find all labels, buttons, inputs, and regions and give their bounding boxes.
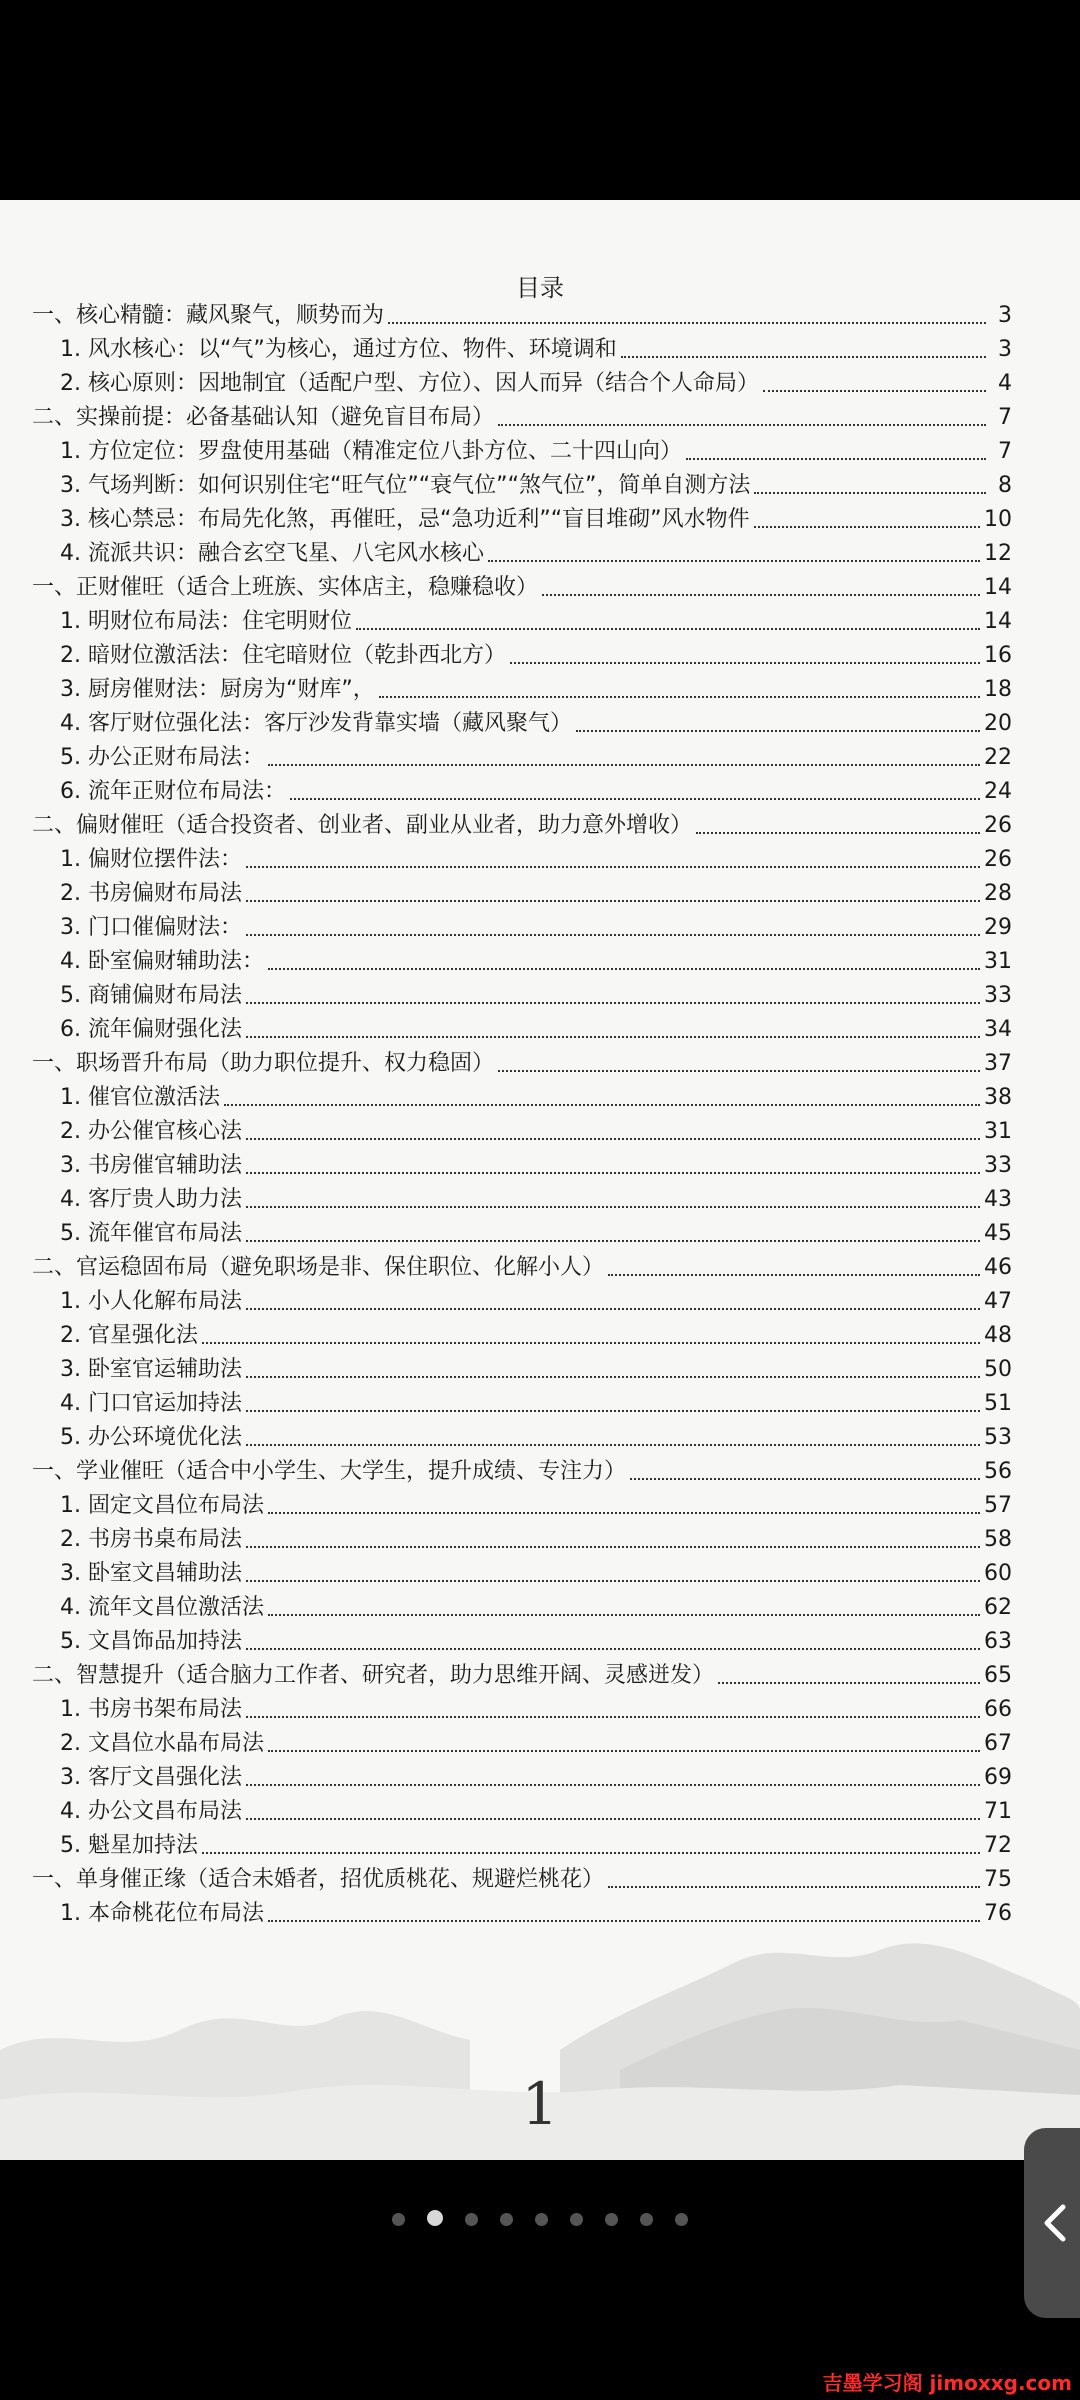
toc-entry-label: 5. 商铺偏财布局法 <box>60 983 242 1008</box>
toc-entry-label: 4. 门口官运加持法 <box>60 1391 242 1416</box>
toc-entry <box>32 840 1012 874</box>
toc-entry-label: 3. 气场判断：如何识别住宅“旺气位”“衰气位”“煞气位”，简单自测方法 <box>60 473 751 498</box>
dot-leader <box>754 526 980 528</box>
toc-entry-label: 1. 明财位布局法：住宅明财位 <box>60 609 352 634</box>
toc-entry <box>32 1792 1012 1826</box>
toc-entry <box>32 534 1012 568</box>
toc-entry-label: 3. 卧室文昌辅助法 <box>60 1561 242 1586</box>
toc-entry-page: 10 <box>984 507 1012 532</box>
toc-entry-page: 8 <box>998 473 1012 498</box>
toc-entry <box>32 568 1012 602</box>
toc-entry <box>32 806 1012 840</box>
toc-list <box>32 296 1012 1928</box>
dot-leader <box>379 696 980 698</box>
toc-entry-label: 4. 流派共识：融合玄空飞星、八宅风水核心 <box>60 541 484 566</box>
dot-leader <box>246 1172 980 1174</box>
toc-entry <box>32 1044 1012 1078</box>
toc-entry <box>32 330 1012 364</box>
toc-entry <box>32 1860 1012 1894</box>
toc-entry-page: 62 <box>984 1595 1012 1620</box>
toc-entry-label: 5. 办公正财布局法： <box>60 745 264 770</box>
toc-entry-label: 3. 客厅文昌强化法 <box>60 1765 242 1790</box>
toc-entry-page: 28 <box>984 881 1012 906</box>
toc-entry <box>32 1248 1012 1282</box>
toc-entry-page: 26 <box>984 847 1012 872</box>
dot-leader <box>246 1784 980 1786</box>
toc-entry-page: 76 <box>984 1901 1012 1926</box>
toc-entry-page: 65 <box>984 1663 1012 1688</box>
toc-entry <box>32 1384 1012 1418</box>
toc-entry <box>32 1010 1012 1044</box>
toc-entry-page: 7 <box>998 439 1012 464</box>
toc-entry-label: 3. 门口催偏财法： <box>60 915 242 940</box>
dot-leader <box>608 1274 980 1276</box>
toc-entry-label: 2. 文昌位水晶布局法 <box>60 1731 264 1756</box>
toc-entry-label: 6. 流年正财位布局法： <box>60 779 286 804</box>
toc-entry <box>32 942 1012 976</box>
toc-entry-label: 5. 文昌饰品加持法 <box>60 1629 242 1654</box>
toc-entry-page: 48 <box>984 1323 1012 1348</box>
toc-entry-page: 7 <box>998 405 1012 430</box>
toc-entry-label: 1. 催官位激活法 <box>60 1085 220 1110</box>
page-dot[interactable] <box>675 2213 688 2226</box>
dot-leader <box>246 1580 980 1582</box>
toc-entry-page: 50 <box>984 1357 1012 1382</box>
toc-entry <box>32 1180 1012 1214</box>
toc-entry-page: 33 <box>984 1153 1012 1178</box>
toc-entry-label: 一、正财催旺（适合上班族、实体店主，稳赚稳收） <box>32 575 539 600</box>
toc-entry <box>32 1452 1012 1486</box>
dot-leader <box>246 1036 980 1038</box>
toc-entry-page: 22 <box>984 745 1012 770</box>
toc-entry-page: 26 <box>984 813 1012 838</box>
page-dot[interactable] <box>640 2213 653 2226</box>
dot-leader <box>202 1852 980 1854</box>
toc-entry-page: 66 <box>984 1697 1012 1722</box>
toc-entry <box>32 432 1012 466</box>
toc-entry <box>32 466 1012 500</box>
toc-entry <box>32 1486 1012 1520</box>
dot-leader <box>246 1138 980 1140</box>
watermark-text: 吉墨学习阁 jimoxxg.com <box>822 2371 1072 2395</box>
toc-entry <box>32 1826 1012 1860</box>
dot-leader <box>246 1206 980 1208</box>
dot-leader <box>488 560 980 562</box>
toc-entry <box>32 1282 1012 1316</box>
dot-leader <box>686 458 986 460</box>
dot-leader <box>246 1240 980 1242</box>
dot-leader <box>246 1818 980 1820</box>
toc-entry-label: 1. 固定文昌位布局法 <box>60 1493 264 1518</box>
toc-entry <box>32 398 1012 432</box>
toc-entry-page: 51 <box>984 1391 1012 1416</box>
dot-leader <box>246 1546 980 1548</box>
toc-entry <box>32 602 1012 636</box>
dot-leader <box>246 1376 980 1378</box>
toc-entry-label: 5. 魁星加持法 <box>60 1833 198 1858</box>
toc-entry-page: 4 <box>998 371 1012 396</box>
toc-entry-label: 3. 核心禁忌：布局先化煞，再催旺，忌“急功近利”“盲目堆砌”风水物件 <box>60 507 750 532</box>
toc-entry-label: 一、核心精髓：藏风聚气，顺势而为 <box>32 303 385 328</box>
page-dot[interactable] <box>392 2213 405 2226</box>
toc-entry-page: 43 <box>984 1187 1012 1212</box>
dot-leader <box>388 322 986 324</box>
dot-leader <box>621 356 986 358</box>
toc-entry-label: 2. 暗财位激活法：住宅暗财位（乾卦西北方） <box>60 643 506 668</box>
toc-entry-label: 一、职场晋升布局（助力职位提升、权力稳固） <box>32 1051 495 1076</box>
toc-entry <box>32 1656 1012 1690</box>
dot-leader <box>246 1308 980 1310</box>
toc-entry <box>32 670 1012 704</box>
toc-entry-page: 58 <box>984 1527 1012 1552</box>
dot-leader <box>268 1614 980 1616</box>
toc-entry-page: 69 <box>984 1765 1012 1790</box>
toc-entry <box>32 1112 1012 1146</box>
dot-leader <box>510 662 980 664</box>
toc-entry <box>32 296 1012 330</box>
toc-entry-label: 4. 客厅财位强化法：客厅沙发背靠实墙（藏风聚气） <box>60 711 572 736</box>
dot-leader <box>608 1886 980 1888</box>
toc-entry-page: 12 <box>984 541 1012 566</box>
toc-entry-label: 2. 书房书桌布局法 <box>60 1527 242 1552</box>
toc-entry-page: 47 <box>984 1289 1012 1314</box>
toc-entry-label: 5. 办公环境优化法 <box>60 1425 242 1450</box>
toc-entry-label: 1. 风水核心：以“气”为核心，通过方位、物件、环境调和 <box>60 337 617 362</box>
toc-entry <box>32 1316 1012 1350</box>
dot-leader <box>202 1342 980 1344</box>
toc-entry-label: 2. 办公催官核心法 <box>60 1119 242 1144</box>
toc-entry <box>32 364 1012 398</box>
dot-leader <box>754 492 986 494</box>
toc-entry-page: 57 <box>984 1493 1012 1518</box>
toc-entry-page: 34 <box>984 1017 1012 1042</box>
toc-entry-page: 75 <box>984 1867 1012 1892</box>
toc-entry-label: 4. 办公文昌布局法 <box>60 1799 242 1824</box>
dot-leader <box>268 1750 980 1752</box>
toc-entry-label: 2. 核心原则：因地制宜（适配户型、方位）、因人而异（结合个人命局） <box>60 371 759 396</box>
toc-entry-label: 2. 官星强化法 <box>60 1323 198 1348</box>
dot-leader <box>246 1002 980 1004</box>
toc-entry-page: 67 <box>984 1731 1012 1756</box>
dot-leader <box>696 832 980 834</box>
toc-entry-label: 一、单身催正缘（适合未婚者，招优质桃花、规避烂桃花） <box>32 1867 605 1892</box>
page-number: 1 <box>521 2070 559 2138</box>
toc-entry <box>32 1690 1012 1724</box>
dot-leader <box>630 1478 980 1480</box>
toc-entry-page: 72 <box>984 1833 1012 1858</box>
toc-entry-page: 31 <box>984 949 1012 974</box>
dot-leader <box>268 1512 980 1514</box>
toc-entry <box>32 1418 1012 1452</box>
toc-entry-label: 1. 方位定位：罗盘使用基础（精准定位八卦方位、二十四山向） <box>60 439 682 464</box>
toc-entry-label: 3. 卧室官运辅助法 <box>60 1357 242 1382</box>
toc-entry-page: 3 <box>998 337 1012 362</box>
page-dot[interactable] <box>570 2213 583 2226</box>
page-dot[interactable] <box>535 2213 548 2226</box>
toc-entry-page: 56 <box>984 1459 1012 1484</box>
toc-entry-label: 4. 客厅贵人助力法 <box>60 1187 242 1212</box>
toc-entry-page: 38 <box>984 1085 1012 1110</box>
toc-entry <box>32 1588 1012 1622</box>
toc-entry-page: 14 <box>984 609 1012 634</box>
toc-entry-label: 6. 流年偏财强化法 <box>60 1017 242 1042</box>
dot-leader <box>246 1410 980 1412</box>
toc-entry-page: 3 <box>998 303 1012 328</box>
toc-entry-label: 二、官运稳固布局（避免职场是非、保住职位、化解小人） <box>32 1255 605 1280</box>
dot-leader <box>246 1444 980 1446</box>
dot-leader <box>542 594 980 596</box>
toc-entry <box>32 1758 1012 1792</box>
dot-leader <box>763 390 986 392</box>
toc-entry-label: 一、学业催旺（适合中小学生、大学生，提升成绩、专注力） <box>32 1459 627 1484</box>
toc-entry <box>32 1622 1012 1656</box>
toc-entry <box>32 908 1012 942</box>
dot-leader <box>246 1716 980 1718</box>
toc-entry <box>32 1520 1012 1554</box>
dot-leader <box>246 900 980 902</box>
chevron-left-icon <box>1041 2203 1071 2243</box>
toc-entry-page: 16 <box>984 643 1012 668</box>
toc-entry-label: 5. 流年催官布局法 <box>60 1221 242 1246</box>
page-dot[interactable] <box>500 2213 513 2226</box>
page-dot[interactable] <box>605 2213 618 2226</box>
toc-entry-page: 45 <box>984 1221 1012 1246</box>
toc-entry <box>32 636 1012 670</box>
toc-entry-page: 24 <box>984 779 1012 804</box>
toc-entry-page: 71 <box>984 1799 1012 1824</box>
page-indicator[interactable] <box>0 2210 1080 2230</box>
toc-entry <box>32 874 1012 908</box>
toc-entry-page: 63 <box>984 1629 1012 1654</box>
toc-entry-page: 53 <box>984 1425 1012 1450</box>
dot-leader <box>356 628 980 630</box>
toc-entry-label: 4. 卧室偏财辅助法： <box>60 949 264 974</box>
dot-leader <box>268 968 980 970</box>
dot-leader <box>718 1682 980 1684</box>
dot-leader <box>246 866 980 868</box>
toc-entry-label: 1. 小人化解布局法 <box>60 1289 242 1314</box>
dot-leader <box>224 1104 980 1106</box>
toc-entry-label: 1. 偏财位摆件法： <box>60 847 242 872</box>
toc-entry <box>32 1724 1012 1758</box>
toc-entry-page: 37 <box>984 1051 1012 1076</box>
toc-entry-page: 20 <box>984 711 1012 736</box>
toc-entry <box>32 1350 1012 1384</box>
toc-entry-page: 60 <box>984 1561 1012 1586</box>
dot-leader <box>290 798 980 800</box>
toc-entry-label: 4. 流年文昌位激活法 <box>60 1595 264 1620</box>
page-dot[interactable] <box>427 2210 443 2226</box>
dot-leader <box>246 934 980 936</box>
toc-entry <box>32 1214 1012 1248</box>
toc-entry <box>32 1146 1012 1180</box>
toc-entry <box>32 704 1012 738</box>
toc-entry-label: 2. 书房偏财布局法 <box>60 881 242 906</box>
dot-leader <box>246 1648 980 1650</box>
toc-title: 目录 <box>516 274 564 302</box>
page-dot[interactable] <box>465 2213 478 2226</box>
dot-leader <box>576 730 980 732</box>
toc-entry-page: 29 <box>984 915 1012 940</box>
toc-entry-label: 1. 书房书架布局法 <box>60 1697 242 1722</box>
toc-entry <box>32 738 1012 772</box>
back-button[interactable] <box>1024 2128 1080 2318</box>
toc-entry-page: 46 <box>984 1255 1012 1280</box>
toc-entry <box>32 500 1012 534</box>
toc-entry-page: 33 <box>984 983 1012 1008</box>
toc-entry-label: 1. 本命桃花位布局法 <box>60 1901 264 1926</box>
dot-leader <box>498 424 986 426</box>
toc-entry-label: 二、实操前提：必备基础认知（避免盲目布局） <box>32 405 495 430</box>
toc-entry-page: 14 <box>984 575 1012 600</box>
document-page <box>0 200 1080 2160</box>
toc-entry <box>32 1078 1012 1112</box>
toc-entry <box>32 772 1012 806</box>
toc-entry-label: 二、智慧提升（适合脑力工作者、研究者，助力思维开阔、灵感迸发） <box>32 1663 715 1688</box>
dot-leader <box>498 1070 980 1072</box>
toc-entry-page: 31 <box>984 1119 1012 1144</box>
toc-entry-label: 3. 书房催官辅助法 <box>60 1153 242 1178</box>
toc-entry-label: 二、偏财催旺（适合投资者、创业者、副业从业者，助力意外增收） <box>32 813 693 838</box>
dot-leader <box>268 764 980 766</box>
toc-entry <box>32 1554 1012 1588</box>
toc-entry-page: 18 <box>984 677 1012 702</box>
toc-entry-label: 3. 厨房催财法：厨房为“财库”， <box>60 677 375 702</box>
toc-entry <box>32 976 1012 1010</box>
